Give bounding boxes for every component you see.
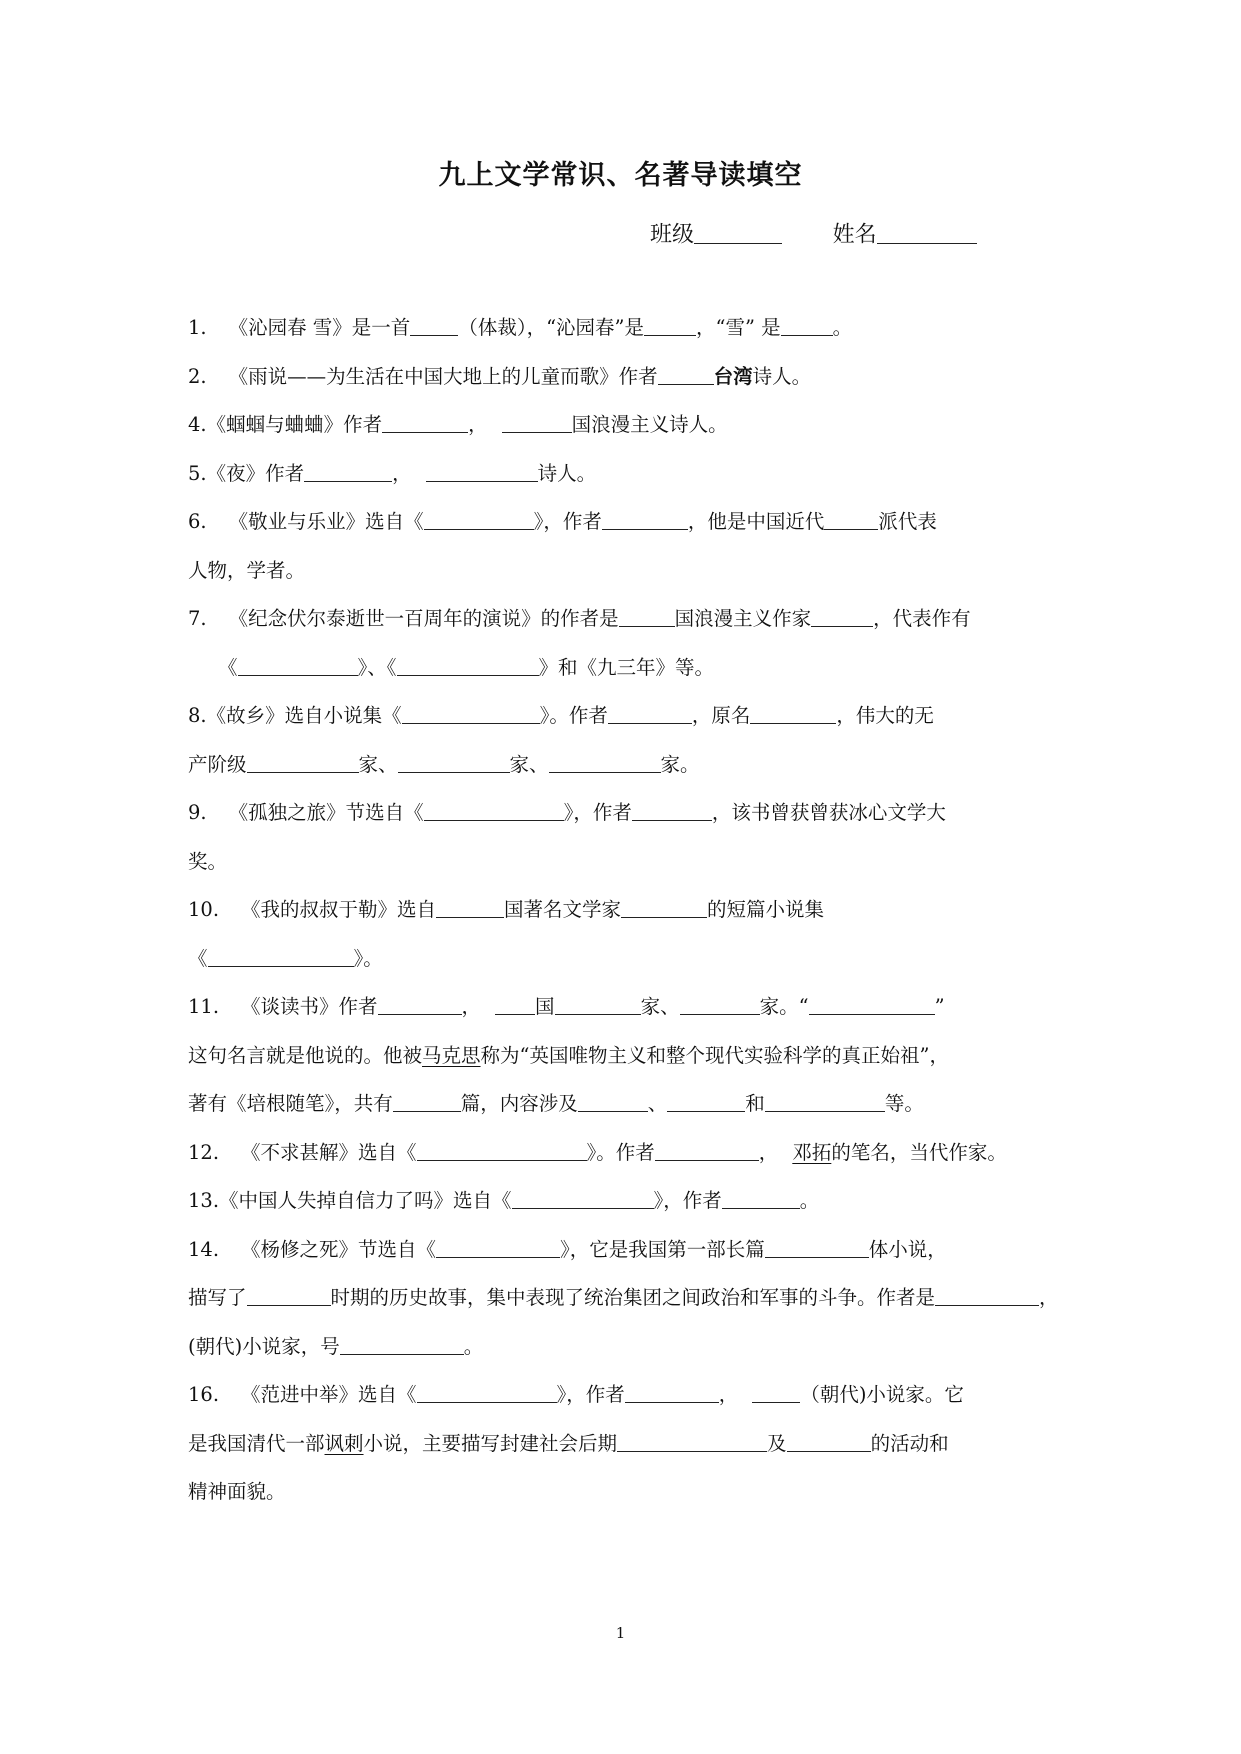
answer-blank[interactable]	[304, 461, 392, 482]
answer-blank[interactable]	[621, 898, 707, 919]
answer-blank[interactable]	[208, 946, 354, 967]
name-blank[interactable]	[877, 220, 977, 244]
question-12: 12. 《不求甚解》选自《 》。作者 ， 邓拓的笔名，当代作家。	[188, 1140, 1007, 1164]
answer-blank[interactable]	[809, 995, 935, 1016]
question-9-cont: 奖。	[188, 849, 228, 873]
answer-blank[interactable]	[765, 1092, 885, 1113]
page-number: 1	[615, 1624, 626, 1642]
answer-blank[interactable]	[238, 655, 358, 676]
answer-blank[interactable]	[765, 1237, 869, 1258]
question-13: 13.《中国人失掉自信力了吗》选自《 》，作者 。	[188, 1189, 820, 1212]
question-list	[188, 304, 1168, 1517]
answer-blank[interactable]	[811, 607, 873, 628]
answer-blank[interactable]	[787, 1431, 871, 1452]
question-16-cont: 是我国清代一部讽刺小说，主要描写封建社会后期 及 的活动和	[188, 1431, 949, 1455]
answer-blank[interactable]	[247, 752, 359, 773]
question-2: 2. 《雨说——为生活在中国大地上的儿童而歌》作者 台湾诗人。	[188, 364, 812, 388]
answer-blank[interactable]	[247, 1286, 331, 1307]
answer-blank[interactable]	[495, 995, 535, 1016]
answer-blank[interactable]	[619, 607, 675, 628]
answer-blank[interactable]	[935, 1286, 1039, 1307]
question-6: 6. 《敬业与乐业》选自《 》，作者 ，他是中国近代 派代表	[188, 510, 937, 533]
answer-blank[interactable]	[644, 316, 696, 337]
question-8: 8.《故乡》选自小说集《 》。作者 ，原名 ，伟大的无	[188, 704, 934, 727]
question-14: 14. 《杨修之死》节选自《 》，它是我国第一部长篇 体小说，	[188, 1237, 947, 1261]
answer-blank[interactable]	[781, 316, 833, 337]
question-4: 4.《蝈蝈与蛐蛐》作者 ， 国浪漫主义诗人。	[188, 413, 728, 436]
answer-blank[interactable]	[424, 801, 564, 822]
answer-blank[interactable]	[436, 898, 504, 919]
answer-blank[interactable]	[424, 510, 534, 531]
question-16-cont2: 精神面貌。	[188, 1480, 286, 1503]
answer-blank[interactable]	[602, 510, 688, 531]
answer-blank[interactable]	[667, 1092, 745, 1113]
answer-blank[interactable]	[625, 1383, 719, 1404]
answer-blank[interactable]	[502, 413, 572, 434]
answer-blank[interactable]	[393, 1092, 461, 1113]
question-10-cont: 《 》。	[188, 946, 383, 970]
answer-blank[interactable]	[824, 510, 878, 531]
answer-blank[interactable]	[752, 1383, 800, 1404]
answer-blank[interactable]	[436, 1237, 560, 1258]
answer-blank[interactable]	[426, 461, 538, 482]
page-title: 九上文学常识、名著导读填空	[438, 160, 803, 191]
question-11-cont: 这句名言就是他说的。他被马克思称为“英国唯物主义和整个现代实验科学的真正始祖”，	[188, 1043, 949, 1067]
answer-blank[interactable]	[658, 364, 714, 385]
answer-blank[interactable]	[402, 704, 540, 725]
answer-blank[interactable]	[549, 752, 661, 773]
answer-blank[interactable]	[397, 655, 539, 676]
question-11: 11. 《谈读书》作者 ， 国 家、 家。“ ”	[188, 995, 945, 1018]
question-9: 9. 《孤独之旅》节选自《 》，作者 ，该书曾获曾获冰心文学大	[188, 801, 946, 824]
answer-blank[interactable]	[382, 413, 468, 434]
answer-blank[interactable]	[378, 995, 462, 1016]
class-blank[interactable]	[694, 220, 782, 244]
answer-blank[interactable]	[398, 752, 510, 773]
name-label: 姓名	[832, 222, 877, 248]
answer-blank[interactable]	[750, 704, 836, 725]
answer-blank[interactable]	[555, 995, 641, 1016]
answer-blank[interactable]	[617, 1431, 767, 1452]
question-7: 7. 《纪念伏尔泰逝世一百周年的演说》的作者是 国浪漫主义作家 ，代表作有	[188, 607, 971, 630]
class-label: 班级	[650, 222, 695, 248]
question-6-cont: 人物，学者。	[188, 558, 306, 582]
answer-blank[interactable]	[655, 1140, 759, 1161]
answer-blank[interactable]	[417, 1383, 557, 1404]
question-8-cont: 产阶级 家、 家、 家。	[188, 752, 700, 776]
question-16: 16. 《范进中举》选自《 》，作者 ， （朝代)小说家。它	[188, 1383, 964, 1406]
answer-blank[interactable]	[417, 1140, 587, 1161]
answer-blank[interactable]	[722, 1189, 800, 1210]
answer-blank[interactable]	[578, 1092, 648, 1113]
answer-blank[interactable]	[680, 995, 760, 1016]
answer-blank[interactable]	[632, 801, 712, 822]
answer-blank[interactable]	[410, 316, 458, 337]
question-10: 10. 《我的叔叔于勒》选自 国著名文学家 的短篇小说集	[188, 898, 825, 921]
question-1: 1. 《沁园春 雪》是一首 （体裁），“沁园春”是 ，“雪” 是 。	[188, 316, 853, 339]
question-14-cont2: (朝代)小说家，号 。	[188, 1334, 484, 1358]
question-14-cont: 描写了 时期的历史故事，集中表现了统治集团之间政治和军事的斗争。作者是 ，	[188, 1286, 1059, 1309]
answer-blank[interactable]	[340, 1334, 464, 1355]
question-7-cont: 《 》、《 》和《九三年》等。	[218, 655, 715, 679]
question-11-cont2: 著有《培根随笔》，共有 篇，内容涉及 、 和 等。	[188, 1092, 924, 1115]
answer-blank[interactable]	[512, 1189, 654, 1210]
question-5: 5.《夜》作者 ， 诗人。	[188, 461, 597, 485]
answer-blank[interactable]	[608, 704, 692, 725]
student-info	[650, 220, 977, 246]
